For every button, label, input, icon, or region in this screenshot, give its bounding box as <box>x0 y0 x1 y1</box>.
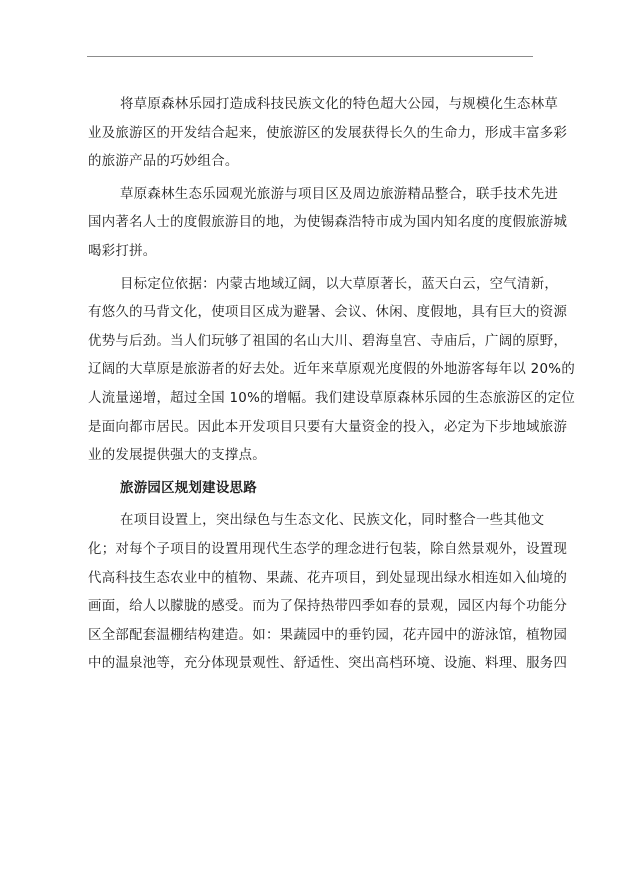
text-line: 中的温泉池等，充分体现景观性、舒适性、突出高档环境、设施、料理、服务四 <box>88 656 568 672</box>
text-line: 草原森林生态乐园观光旅游与项目区及周边旅游精品整合，联手技术先进 <box>120 186 559 202</box>
paragraph <box>88 271 576 471</box>
text-line: 的旅游产品的巧妙组合。 <box>88 154 239 170</box>
text-line: 人流量递增，超过全国 10%的增幅。我们建设草原森林乐园的生态旅游区的定位 <box>88 390 576 406</box>
text-line: 画面，给人以朦胧的感受。而为了保持热带四季如春的景观，园区内每个功能分 <box>88 599 568 615</box>
text-line: 将草原森林乐园打造成科技民族文化的特色超大公园，与规模化生态林草 <box>120 97 559 112</box>
paragraph <box>88 181 568 267</box>
text-line: 目标定位依据：内蒙古地域辽阔，以大草原著长，蓝天白云，空气清新， <box>120 276 559 292</box>
text-line: 区全部配套温棚结构建造。如：果蔬园中的垂钓园，花卉园中的游泳馆，植物园 <box>88 627 568 643</box>
paragraph <box>88 507 568 679</box>
paragraph <box>88 91 568 177</box>
text-line: 辽阔的大草原是旅游者的好去处。近年来草原观光度假的外地游客每年以 20%的 <box>88 362 576 378</box>
text-line: 有悠久的马背文化，使项目区成为避暑、会议、休闲、度假地，具有巨大的资源 <box>88 305 568 321</box>
text-line: 在项目设置上，突出绿色与生态文化、民族文化，同时整合一些其他文 <box>120 513 545 529</box>
text-line: 是面向都市居民。因此本开发项目只要有大量资金的投入，必定为下步地域旅游 <box>88 419 568 435</box>
text-line: 业及旅游区的开发结合起来，使旅游区的发展获得长久的生命力，形成丰富多彩 <box>88 125 568 141</box>
text-line: 业的发展提供强大的支撑点。 <box>88 448 266 464</box>
header-rule <box>87 56 533 57</box>
text-line: 喝彩打拼。 <box>88 243 157 259</box>
text-line: 代高科技生态农业中的植物、果蔬、花卉项目，到处显现出绿水相连如入仙境的 <box>88 570 568 586</box>
text-line: 国内著名人士的度假旅游目的地，为使锡森浩特市成为国内知名度的度假旅游城 <box>88 215 568 231</box>
section-heading: 旅游园区规划建设思路 <box>120 480 257 496</box>
text-line: 化；对每个子项目的设置用现代生态学的理念进行包装，除自然景观外，设置现 <box>88 541 568 557</box>
text-line: 优势与后劲。当人们玩够了祖国的名山大川、碧海皇宫、寺庙后，广阔的原野， <box>88 333 568 349</box>
body-text <box>88 91 576 683</box>
